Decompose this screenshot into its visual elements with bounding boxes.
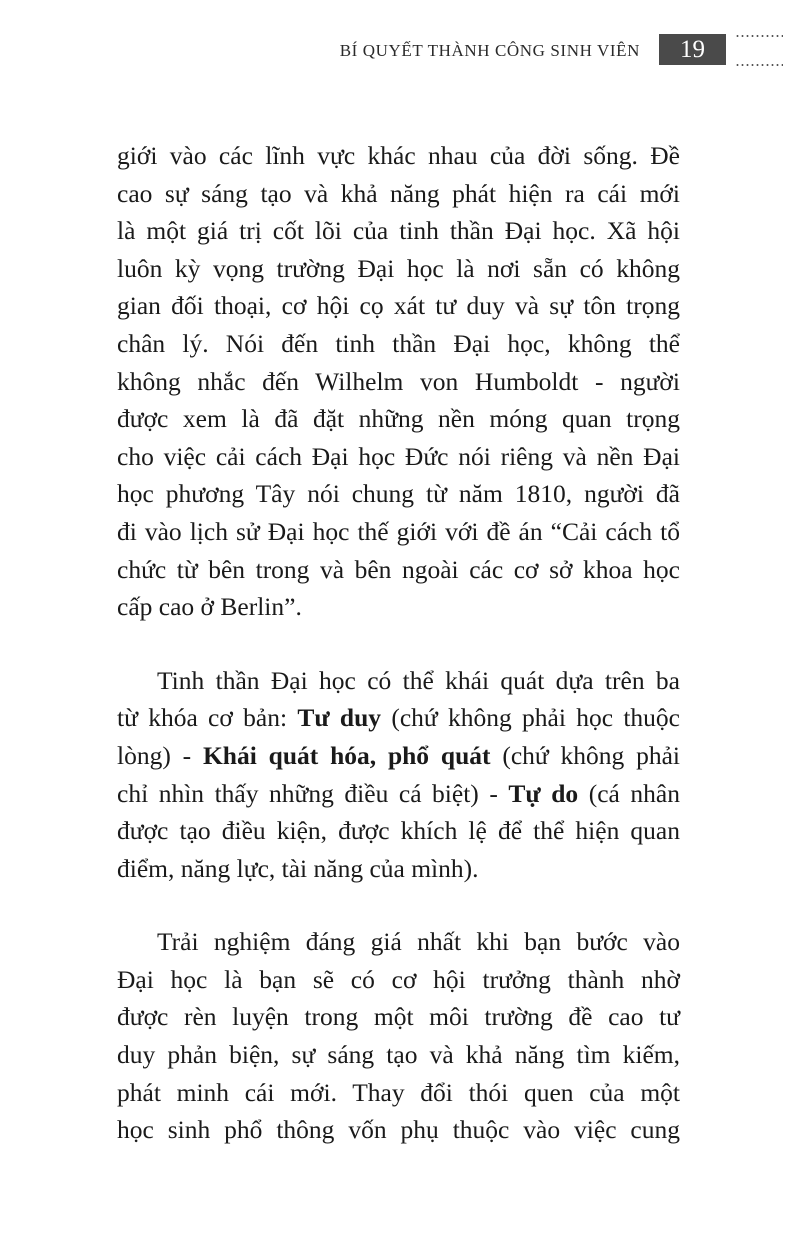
text-line: Đại học là bạn sẽ có cơ hội trưởng thành nhờ bbox=[117, 964, 680, 994]
text-line: luôn kỳ vọng trường Đại học là nơi sẵn có không bbox=[117, 253, 680, 283]
text-line: là một giá trị cốt lõi của tinh thần Đại học. Xã hội bbox=[117, 216, 680, 246]
page-number: 19 bbox=[659, 34, 726, 65]
text-run: (chứ không phải học thuộc bbox=[381, 703, 680, 733]
text-line: cho việc cải cách Đại học Đức nói riêng và nền Đại bbox=[117, 441, 680, 471]
text-run: từ khóa cơ bản: bbox=[117, 703, 298, 733]
text-line: chức từ bên trong và bên ngoài các cơ sở khoa học bbox=[117, 554, 680, 584]
text-line: đi vào lịch sử Đại học thế giới với đề án “Cải cách tổ bbox=[117, 516, 680, 546]
running-title: BÍ QUYẾT THÀNH CÔNG SINH VIÊN bbox=[339, 41, 640, 60]
text-line: không nhắc đến Wilhelm von Humboldt - người bbox=[117, 366, 680, 396]
decorative-dotted-rule bbox=[735, 64, 783, 66]
text-line: được tạo điều kiện, được khích lệ để thể hiện quan bbox=[117, 816, 680, 846]
text-line: học phương Tây nói chung từ năm 1810, người đã bbox=[117, 479, 680, 509]
paragraph bbox=[117, 137, 680, 626]
text-line bbox=[117, 775, 680, 813]
text-line: chân lý. Nói đến tinh thần Đại học, không thể bbox=[117, 328, 680, 358]
text-line: duy phản biện, sự sáng tạo và khả năng tìm kiếm, bbox=[117, 1040, 680, 1070]
text-run: lòng) - bbox=[117, 740, 203, 770]
text-run: (cá nhân bbox=[578, 778, 680, 808]
text-line: gian đối thoại, cơ hội cọ xát tư duy và sự tôn trọng bbox=[117, 291, 680, 321]
body-text bbox=[117, 137, 680, 1149]
text-line: cấp cao ở Berlin”. bbox=[117, 592, 302, 622]
text-line bbox=[117, 737, 680, 775]
text-run: chỉ nhìn thấy những điều cá biệt) - bbox=[117, 778, 509, 808]
text-line: được rèn luyện trong một môi trường đề cao tư bbox=[117, 1002, 680, 1032]
paragraph bbox=[117, 923, 680, 1149]
text-line: được xem là đã đặt những nền móng quan trọng bbox=[117, 404, 680, 434]
keyword-bold: Tự do bbox=[508, 778, 579, 808]
text-line: học sinh phổ thông vốn phụ thuộc vào việc cung bbox=[117, 1115, 680, 1145]
text-line: Trải nghiệm đáng giá nhất khi bạn bước vào bbox=[157, 927, 680, 957]
text-line: giới vào các lĩnh vực khác nhau của đời sống. Đề bbox=[117, 141, 680, 170]
decorative-dotted-rule bbox=[735, 35, 783, 37]
text-line: Tinh thần Đại học có thể khái quát dựa trên ba bbox=[157, 665, 680, 695]
paragraph bbox=[117, 662, 680, 888]
text-line: điểm, năng lực, tài năng của mình). bbox=[117, 853, 479, 883]
text-line: phát minh cái mới. Thay đổi thói quen của một bbox=[117, 1077, 680, 1107]
keyword-bold: Tư duy bbox=[297, 703, 382, 733]
running-header bbox=[0, 34, 800, 68]
text-line: cao sự sáng tạo và khả năng phát hiện ra cái mới bbox=[117, 178, 680, 208]
text-run: (chứ không phải bbox=[490, 740, 680, 770]
text-line bbox=[117, 699, 680, 737]
keyword-bold: Khái quát hóa, phổ quát bbox=[202, 740, 491, 770]
